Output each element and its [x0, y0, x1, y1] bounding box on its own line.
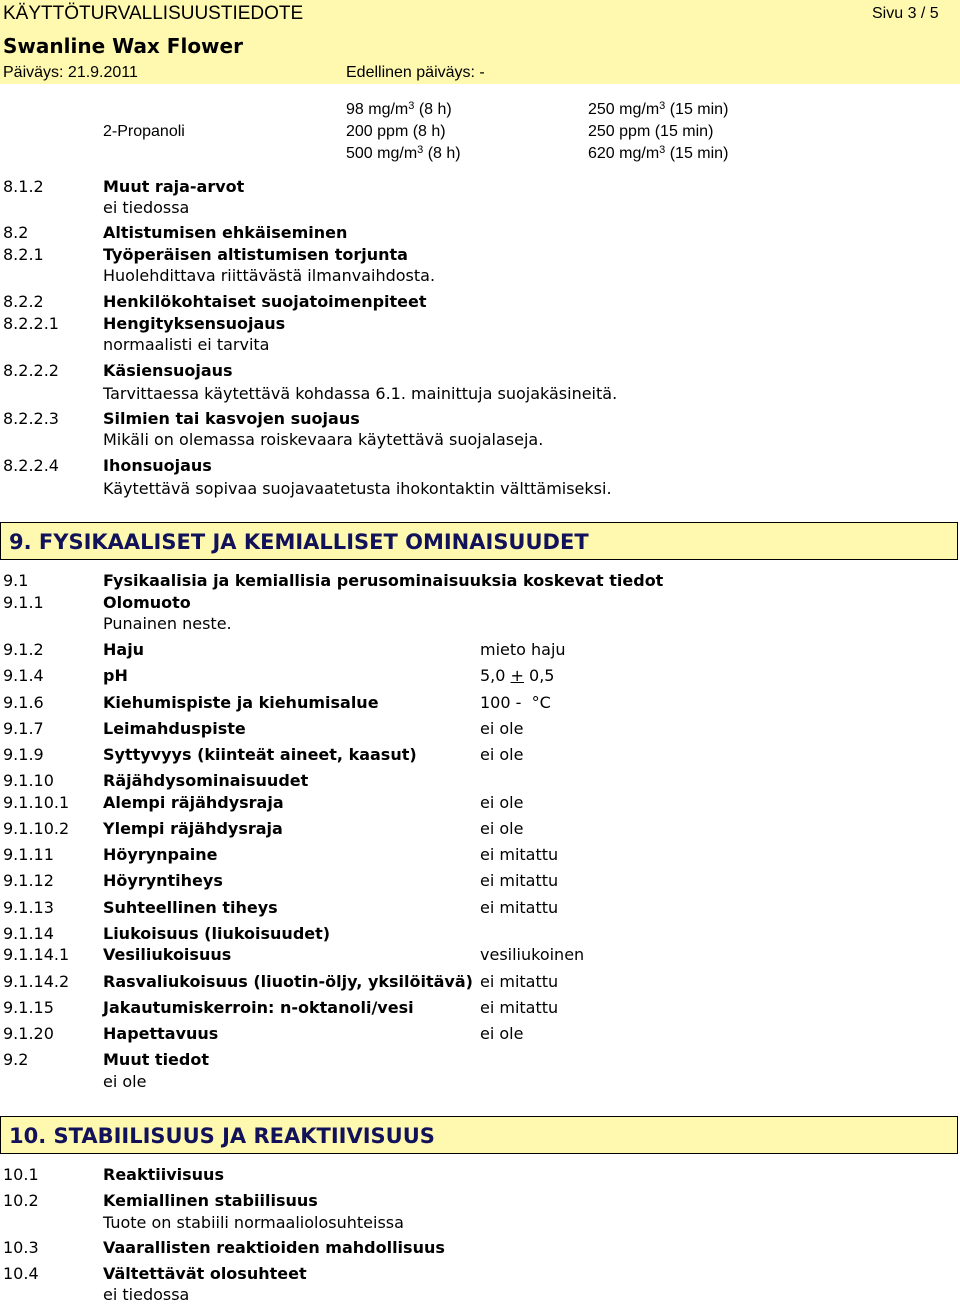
section-number: 9.1.2 [3, 640, 44, 659]
section-title: Höyrynpaine [103, 845, 218, 864]
property-value: 5,0 + 0,5 [480, 666, 555, 685]
section-title: Muut raja-arvot [103, 177, 245, 196]
section-title: Syttyvyys (kiinteät aineet, kaasut) [103, 745, 417, 764]
section-title: Räjähdysominaisuudet [103, 771, 309, 790]
section-number: 9.1.10 [3, 771, 54, 790]
section-number: 8.1.2 [3, 177, 44, 196]
section-number: 10.1 [3, 1165, 39, 1184]
section-number: 9.1.14.2 [3, 972, 70, 991]
previous-date: Edellinen päiväys: - [346, 64, 485, 81]
section-title: Hengityksensuojaus [103, 314, 286, 333]
section-number: 10.3 [3, 1238, 39, 1257]
section-title: Reaktiivisuus [103, 1165, 224, 1184]
section-number: 9.1.20 [3, 1024, 54, 1043]
section-number: 8.2.2.1 [3, 314, 59, 333]
section-title: pH [103, 666, 128, 685]
section-text: ei tiedossa [103, 198, 190, 217]
limit-15min-2: 250 ppm (15 min) [588, 123, 714, 140]
section-number: 9.1.6 [3, 693, 44, 712]
section-10-heading: 10. STABIILISUUS JA REAKTIIVISUUS [9, 1124, 435, 1148]
section-number: 8.2.2.4 [3, 456, 59, 475]
issue-date: Päiväys: 21.9.2011 [3, 64, 138, 81]
section-number: 9.1.1 [3, 593, 44, 612]
property-value: ei ole [480, 745, 524, 764]
section-number: 9.1.10.2 [3, 819, 70, 838]
section-text: Käytettävä sopivaa suojavaatetusta ihokontaktin välttämiseksi. [103, 479, 612, 498]
limit-8h-1: 98 $mg/m^3$ (8 h) [346, 100, 452, 118]
section-title: Ihonsuojaus [103, 456, 212, 475]
section-title: Silmien tai kasvojen suojaus [103, 409, 360, 428]
section-title: Fysikaalisia ja kemiallisia perusominaisuuksia koskevat tiedot [103, 571, 664, 590]
section-title: Työperäisen altistumisen torjunta [103, 245, 408, 264]
substance-name: 2-Propanoli [103, 123, 185, 140]
section-title: Suhteellinen tiheys [103, 898, 278, 917]
section-title: Jakautumiskerroin: n-oktanoli/vesi [103, 998, 414, 1017]
section-text: Punainen neste. [103, 614, 232, 633]
section-title: Kemiallinen stabiilisuus [103, 1191, 318, 1210]
limit-8h-2: 200 ppm (8 h) [346, 123, 446, 140]
limit-8h-3: 500 $mg/m^3$ (8 h) [346, 144, 461, 162]
section-title: Muut tiedot [103, 1050, 209, 1069]
property-value: ei mitattu [480, 898, 559, 917]
document-title: KÄYTTÖTURVALLISUUSTIEDOTE [3, 3, 304, 24]
limit-15min-1: 250 $mg/m^3$ (15 min) [588, 100, 729, 118]
section-text: normaalisti ei tarvita [103, 335, 270, 354]
section-number: 9.1.15 [3, 998, 54, 1017]
section-title: Höyryntiheys [103, 871, 223, 890]
section-title: Käsiensuojaus [103, 361, 233, 380]
property-value: ei mitattu [480, 871, 559, 890]
section-number: 9.1.14 [3, 924, 54, 943]
section-text: ei tiedossa [103, 1285, 190, 1304]
section-title: Vältettävät olosuhteet [103, 1264, 307, 1283]
section-number: 8.2.2 [3, 292, 44, 311]
section-text: Mikäli on olemassa roiskevaara käytettävä suojalaseja. [103, 430, 544, 449]
product-name: Swanline Wax Flower [3, 34, 243, 58]
property-value: 100 - °C [480, 693, 551, 712]
property-value: ei mitattu [480, 998, 559, 1017]
section-text: Tuote on stabiili normaaliolosuhteissa [103, 1213, 404, 1232]
section-title: Henkilökohtaiset suojatoimenpiteet [103, 292, 427, 311]
section-number: 10.4 [3, 1264, 39, 1283]
section-title: Haju [103, 640, 145, 659]
section-number: 9.1.13 [3, 898, 54, 917]
section-number: 9.1.7 [3, 719, 44, 738]
property-value: mieto haju [480, 640, 566, 659]
property-value: ei ole [480, 819, 524, 838]
section-text: Huolehdittava riittävästä ilmanvaihdosta. [103, 266, 436, 285]
section-number: 10.2 [3, 1191, 39, 1210]
page-number: Sivu 3 / 5 [872, 5, 939, 22]
section-text: ei ole [103, 1072, 147, 1091]
section-number: 8.2.1 [3, 245, 44, 264]
section-number: 8.2 [3, 223, 29, 242]
property-value: vesiliukoinen [480, 945, 585, 964]
section-title: Hapettavuus [103, 1024, 219, 1043]
section-title: Vesiliukoisuus [103, 945, 232, 964]
section-number: 9.1.11 [3, 845, 54, 864]
property-value: ei ole [480, 1024, 524, 1043]
section-9-heading-box [0, 522, 958, 560]
section-text: Tarvittaessa käytettävä kohdassa 6.1. mainittuja suojakäsineitä. [103, 384, 618, 403]
section-title: Leimahduspiste [103, 719, 246, 738]
section-number: 8.2.2.2 [3, 361, 59, 380]
section-number: 9.1 [3, 571, 29, 590]
section-title: Vaarallisten reaktioiden mahdollisuus [103, 1238, 445, 1257]
limit-15min-3: 620 $mg/m^3$ (15 min) [588, 144, 729, 162]
section-number: 9.1.4 [3, 666, 44, 685]
section-title: Kiehumispiste ja kiehumisalue [103, 693, 379, 712]
property-value: ei ole [480, 719, 524, 738]
section-number: 8.2.2.3 [3, 409, 59, 428]
section-number: 9.1.12 [3, 871, 54, 890]
section-9-heading: 9. FYSIKAALISET JA KEMIALLISET OMINAISUUDET [9, 530, 589, 554]
section-number: 9.1.14.1 [3, 945, 70, 964]
section-title: Ylempi räjähdysraja [103, 819, 283, 838]
section-number: 9.2 [3, 1050, 29, 1069]
section-number: 9.1.10.1 [3, 793, 70, 812]
section-title: Olomuoto [103, 593, 191, 612]
section-10-heading-box [0, 1116, 958, 1154]
property-value: ei ole [480, 793, 524, 812]
property-value: ei mitattu [480, 972, 559, 991]
section-title: Altistumisen ehkäiseminen [103, 223, 348, 242]
section-number: 9.1.9 [3, 745, 44, 764]
section-title: Liukoisuus (liukoisuudet) [103, 924, 331, 943]
section-title: Alempi räjähdysraja [103, 793, 284, 812]
property-value: ei mitattu [480, 845, 559, 864]
section-title: Rasvaliukoisuus (liuotin-öljy, yksilöitävä) [103, 972, 473, 991]
